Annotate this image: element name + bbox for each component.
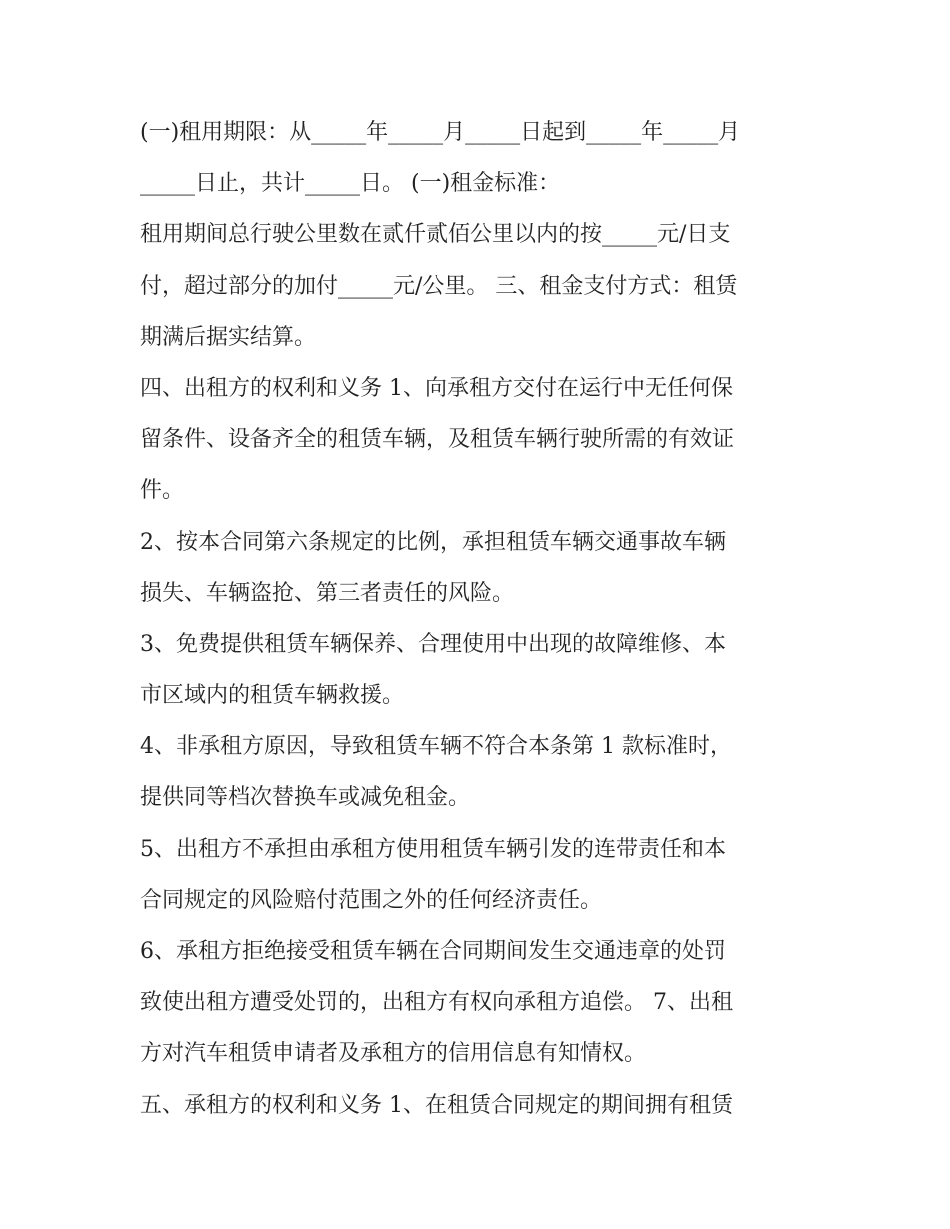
text-line-clause-6: 6、承租方拒绝接受租赁车辆在合同期间发生交通违章的处罚 xyxy=(140,939,726,964)
text-line-lessor-rights-heading: 四、出租方的权利和义务 1、向承租方交付在运行中无任何保 xyxy=(140,375,733,401)
text-line-clause-5: 5、出租方不承担由承租方使用租赁车辆引发的连带责任和本 xyxy=(140,836,726,862)
text-line-clause-7: 方对汽车租赁申请者及承租方的信用信息有知情权。 xyxy=(140,1041,647,1067)
text-line-rent-standard: 租用期间总行驶公里数在贰仟贰佰公里以内的按_____元/日支 xyxy=(140,222,731,248)
text-line-documents: 件。 xyxy=(140,478,185,504)
text-line-lessee-rights-heading: 五、承租方的权利和义务 1、在租赁合同规定的期间拥有租赁 xyxy=(140,1092,733,1118)
text-line-extra-charge: 付，超过部分的加付_____元/公里。 三、租金支付方式：租赁 xyxy=(140,273,738,299)
text-line-clause-2-cont: 损失、车辆盗抢、第三者责任的风险。 xyxy=(140,580,515,606)
text-line-clause-2: 2、按本合同第六条规定的比例，承担租赁车辆交通事故车辆 xyxy=(140,529,726,555)
text-line-clause-6-cont: 致使出租方遭受处罚的，出租方有权向承租方追偿。 7、出租 xyxy=(140,990,733,1016)
text-line-clause-4: 4、非承租方原因，导致租赁车辆不符合本条第 1 款标准时， xyxy=(140,734,732,760)
text-line-rental-days: _____日止，共计_____日。 (一)租金标准： xyxy=(140,171,561,197)
text-line-lessor-rights-cont: 留条件、设备齐全的租赁车辆，及租赁车辆行驶所需的有效证 xyxy=(140,427,735,453)
contract-text xyxy=(140,107,820,1131)
text-line-clause-3: 3、免费提供租赁车辆保养、合理使用中出现的故障维修、本 xyxy=(140,631,726,657)
text-line-settlement: 期满后据实结算。 xyxy=(140,324,317,350)
text-line-rental-period: (一)租用期限：从_____年_____月_____日起到_____年_____月 xyxy=(140,120,741,145)
text-line-clause-3-cont: 市区域内的租赁车辆救援。 xyxy=(140,683,405,709)
text-line-clause-5-cont: 合同规定的风险赔付范围之外的任何经济责任。 xyxy=(140,887,603,913)
text-line-clause-4-cont: 提供同等档次替换车或减免租金。 xyxy=(140,785,471,811)
